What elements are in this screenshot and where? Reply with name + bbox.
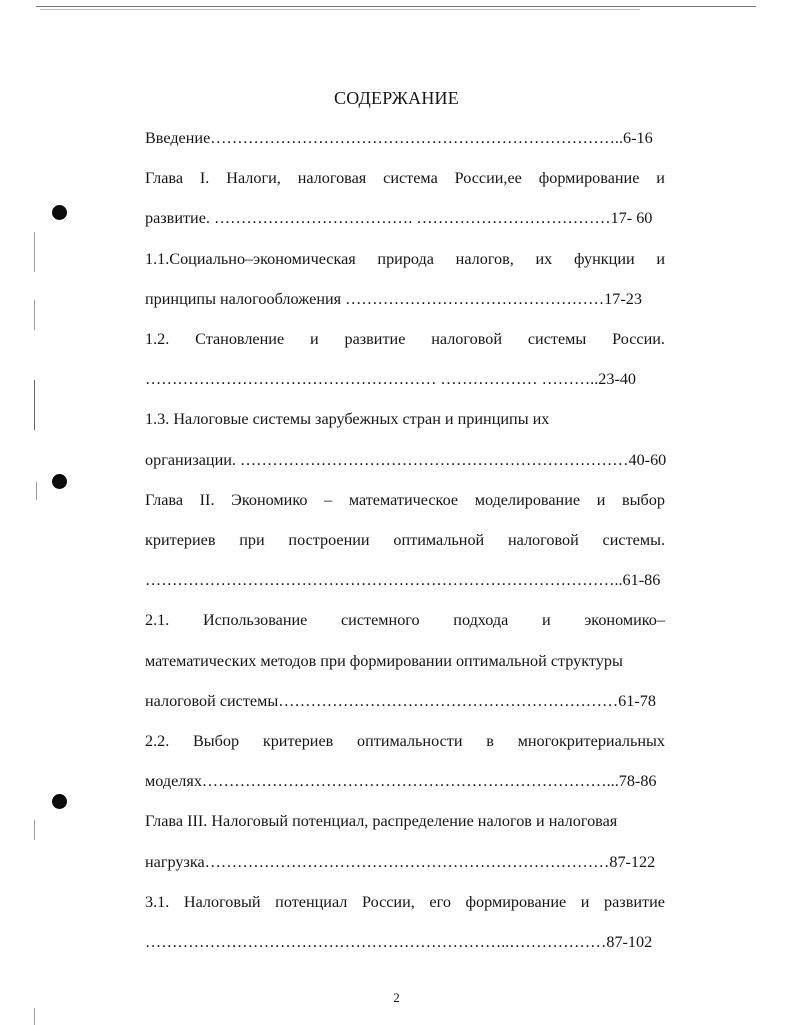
toc-word: при [239,531,265,549]
toc-word: и [656,249,665,268]
binder-hole-icon [52,205,67,220]
toc-line-ch2: ……………………………………………………………………………..61-86 [145,571,661,590]
toc-word: налоговой [507,531,579,549]
toc-word: России. [612,330,665,348]
toc-word: – [324,490,333,509]
toc-word: подхода [453,611,509,630]
toc-word: Использование [202,611,308,630]
toc-word: I. [199,169,210,188]
toc-line-s1-2 [145,329,665,349]
toc-word: система [383,169,438,188]
toc-line-s2-1: налоговой системы………………………………………………………61-78 [145,691,656,710]
toc-word: 1.2. [145,330,170,348]
toc-word: экономико– [584,611,665,630]
toc-word: выбор [622,490,665,509]
toc-word: критериев [145,531,216,549]
toc-word: системного [341,611,420,630]
toc-line-s2-2 [145,731,665,751]
toc-word: системы. [602,531,665,549]
toc-word: оптимальности [357,732,463,750]
toc-word: в [486,732,494,750]
toc-word: развитие [344,330,406,348]
scan-top-rule-faint [40,9,640,10]
toc-word: 1.1.Социально–экономическая [145,249,356,268]
toc-word: Выбор [193,732,240,750]
toc-word: природа [377,249,434,268]
page-title: СОДЕРЖАНИЕ [334,88,459,108]
toc-word: моделирование [474,490,581,509]
toc-word: 2.2. [145,732,170,750]
toc-word: системы [527,330,587,348]
toc-word: формирование [465,892,567,911]
toc-word: России, [361,892,415,911]
binder-hole-icon [52,474,67,489]
toc-line-s3-1: …………………………………………………………..………………87-102 [145,933,653,951]
toc-word: математическое [348,490,459,509]
toc-word: их [535,249,553,268]
toc-word: Экономико [231,490,308,509]
toc-word: и [596,490,606,509]
toc-word: развитие [604,892,665,911]
toc-line-s2-2: моделях…………………………………………………………………...78-86 [145,772,657,791]
toc-word: 3.1. [145,892,170,911]
toc-line-ch1 [145,168,665,188]
toc-line-s3-1 [145,892,665,912]
toc-word: Налоговый [183,892,261,911]
toc-word: потенциал [275,892,348,911]
toc-line-s1-1: принципы налогообложения …………………………………………17-23 [145,289,642,308]
toc-word: формирование [538,169,640,188]
toc-word: налоговая [297,169,367,188]
toc-line-s1-3: 1.3. Налоговые системы зарубежных стран и принципы их [145,410,550,429]
toc-line-intro: Введение…………………………………………………………………..6-16 [145,129,653,147]
toc-line-s2-1 [145,610,665,630]
toc-word: функции [573,249,635,268]
toc-line-s2-1: математических методов при формировании оптимальной структуры [145,651,623,670]
toc-word: Налоги, [226,169,281,188]
toc-line-s1-1 [145,249,665,269]
toc-word: построении [288,531,370,549]
toc-word: и [309,330,319,348]
toc-line-ch2 [145,490,665,510]
page-number: 2 [393,990,400,1005]
scan-edge-mark [34,820,35,840]
scan-edge-mark [36,482,37,500]
toc-word: и [580,892,590,911]
scan-edge-mark [34,380,35,430]
toc-line-ch2 [145,530,665,550]
toc-word: Глава [145,490,184,509]
toc-line-ch1: развитие. ………………………………. ………………………………17- 60 [145,209,653,228]
scan-top-rule [36,6,756,7]
toc-word: и [542,611,551,630]
scan-edge-mark [34,300,35,330]
toc-word: России,ее [454,169,522,188]
scan-edge-mark [34,232,35,272]
toc-line-ch3: Глава III. Налоговый потенциал, распределение налогов и налоговая [145,812,618,831]
toc-word: 2.1. [145,611,170,630]
toc-word: II. [199,490,215,509]
toc-line-ch3: нагрузка…………………………………………………………………87-122 [145,852,656,871]
toc-word: налоговой [431,330,503,348]
toc-line-s1-3: организации. ………………………………………………………………40-60 [145,450,667,469]
toc-word: Становление [195,330,285,348]
toc-line-s1-2: ……………………………………………… ……………… ………..23-40 [145,370,637,389]
toc-word: налогов, [455,249,514,268]
binder-hole-icon [52,794,67,809]
toc-word: Глава [145,169,184,188]
toc-word: многокритериальных [517,732,665,750]
toc-word: его [429,892,451,911]
toc-word: оптимальной [393,531,485,549]
toc-word: критериев [262,732,334,750]
scan-edge-mark [34,1008,35,1025]
toc-word: и [656,169,665,188]
